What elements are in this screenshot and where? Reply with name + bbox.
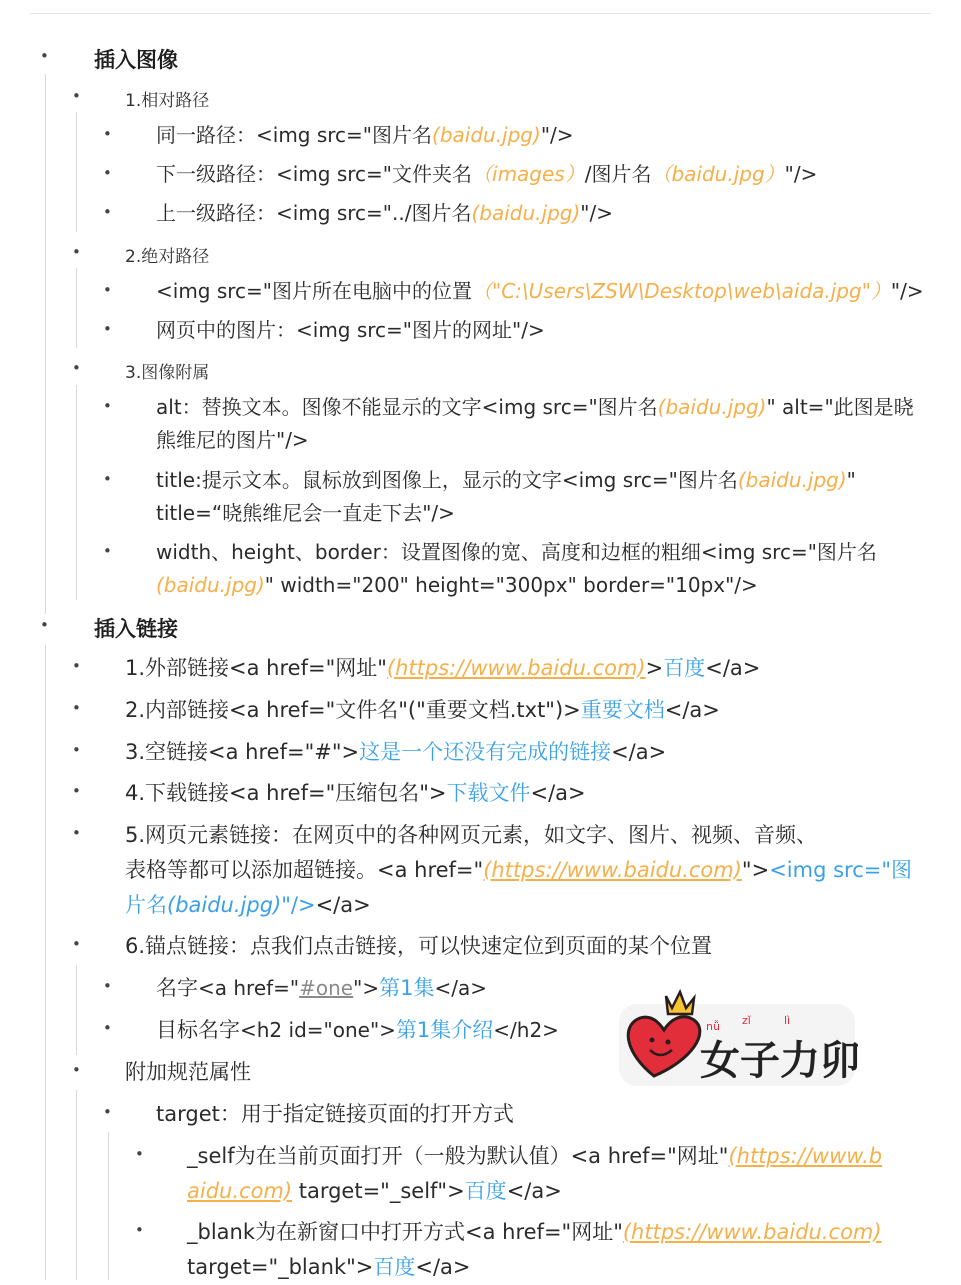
item-text: " width="200" height="300px" border="10px"/> (264, 573, 758, 597)
item-text: 下一级路径：<img src="文件夹名 (156, 162, 473, 186)
link-text[interactable]: 百度 (663, 656, 706, 680)
bullet: • (72, 782, 81, 800)
element-link-item (125, 818, 912, 923)
filename-highlight: (baidu.jpg) (432, 123, 541, 147)
bullet: • (135, 1221, 144, 1239)
filename-highlight: (baidu.jpg) (737, 468, 847, 492)
bullet: • (103, 125, 112, 143)
link-text[interactable]: 百度 (464, 1179, 507, 1203)
item-text: </a> (705, 656, 761, 680)
guide-line (45, 74, 46, 614)
item-text: 2.内部链接<a href="文件名"("重要文档.txt")> (125, 698, 581, 722)
bullet: • (103, 977, 112, 995)
bullet: • (72, 359, 81, 377)
section-title-link: 插入链接 (94, 617, 178, 641)
heart-eye (650, 1038, 655, 1043)
link-text[interactable]: 第1集介绍 (395, 1018, 494, 1042)
url-highlight: (https://www.baidu.com) (483, 858, 742, 882)
up-path-item (156, 197, 613, 230)
item-text: </a> (664, 698, 720, 722)
link-text[interactable]: 这是一个还没有完成的链接 (359, 740, 612, 764)
item-text: "> (741, 858, 770, 882)
bullet: • (72, 243, 81, 261)
filename-highlight: (baidu.jpg) (471, 201, 581, 225)
bullet: • (72, 1061, 81, 1079)
sticker-graphic (618, 984, 858, 1094)
image-attrs-heading: 3.图像附属 (125, 363, 210, 383)
empty-link-item (125, 735, 666, 770)
path-highlight: （"C:\Users\ZSW\Desktop\web\aida.jpg"） (472, 279, 891, 303)
item-text: 1.外部链接<a href="网址" (125, 656, 387, 680)
link-text[interactable]: "/> (281, 893, 316, 917)
item-text: 4.下载链接<a href="压缩包名"> (125, 781, 447, 805)
item-text: 上一级路径：<img src="../图片名 (156, 201, 472, 225)
item-text: 目标名字 (156, 1018, 240, 1042)
anchor-target-item (156, 1013, 559, 1048)
link-text[interactable]: (baidu.jpg) (167, 893, 282, 917)
bullet: • (103, 203, 112, 221)
bullet: • (72, 935, 81, 953)
item-text: "/> (890, 279, 924, 303)
bullet: • (103, 470, 112, 488)
filename-highlight: （baidu.jpg） (651, 162, 785, 186)
item-text: 名字 (156, 976, 198, 1000)
sticker-image (618, 984, 858, 1094)
bullet: • (72, 741, 81, 759)
item-text: target="_self"> (292, 1179, 465, 1203)
item-text: _self为在当前页面打开（一般为默认值）<a href="网址" (187, 1144, 729, 1168)
item-text: " alt="此图是晓 (766, 395, 914, 419)
guide-line (76, 385, 77, 600)
target-blank-item (187, 1215, 882, 1285)
url-highlight: (https://www.b (728, 1144, 883, 1168)
guide-line (76, 1090, 77, 1280)
sticker-text: 女子力卯 (700, 1038, 858, 1084)
sub-path-item (156, 158, 817, 191)
same-path-item (156, 119, 574, 152)
bullet: • (103, 281, 112, 299)
bullet: • (72, 87, 81, 105)
item-text: <h2 id="one"> (240, 1018, 396, 1042)
item-text: alt：替换文本。图像不能显示的文字<img src="图片名 (156, 395, 658, 419)
bullet: • (40, 47, 49, 65)
item-text: title:提示文本。鼠标放到图像上，显示的文字<img src="图片名 (156, 468, 738, 492)
target-attr-item: target：用于指定链接页面的打开方式 (156, 1102, 514, 1126)
pinyin-label: nǚ (706, 1020, 720, 1033)
link-text[interactable]: <img src="图 (769, 858, 912, 882)
item-text: 同一路径：<img src="图片名 (156, 123, 433, 147)
guide-line (76, 112, 77, 232)
extra-attrs-heading: 附加规范属性 (125, 1060, 251, 1084)
relative-path-heading: 1.相对路径 (125, 91, 210, 111)
item-text: </a> (415, 1255, 471, 1279)
absolute-path-heading: 2.绝对路径 (125, 247, 210, 267)
internal-link-item (125, 693, 720, 728)
title-item (156, 464, 856, 530)
item-text: /图片名 (584, 162, 652, 186)
bullet: • (103, 397, 112, 415)
item-text: <a href=" (198, 976, 300, 1000)
item-text: target="_blank"> (187, 1255, 374, 1279)
pinyin-label: lì (784, 1014, 791, 1027)
item-text: " (846, 468, 856, 492)
item-text: _blank为在新窗口中打开方式<a href="网址" (187, 1220, 623, 1244)
bullet: • (103, 320, 112, 338)
item-text: 3.空链接<a href="#"> (125, 740, 360, 764)
link-text[interactable]: 百度 (373, 1255, 416, 1279)
guide-line (108, 1132, 109, 1280)
guide-line (76, 965, 77, 1055)
bullet: • (72, 699, 81, 717)
link-text[interactable]: 下载文件 (446, 781, 531, 805)
item-text: </a> (506, 1179, 562, 1203)
item-text: "/> (540, 123, 574, 147)
top-divider (30, 13, 931, 14)
pinyin-label: zǐ (742, 1014, 751, 1027)
item-text: <img src="图片所在电脑中的位置 (156, 279, 473, 303)
target-self-item (187, 1139, 882, 1209)
bullet: • (72, 657, 81, 675)
item-text: </a> (315, 893, 371, 917)
section-title-image: 插入图像 (94, 48, 178, 72)
bullet: • (103, 1103, 112, 1121)
bullet: • (135, 1145, 144, 1163)
item-text: title=“晓熊维尼会一直走下去"/> (156, 501, 455, 525)
item-text: 表格等都可以添加超链接。<a href=" (125, 858, 484, 882)
bullet: • (103, 542, 112, 560)
item-text: > (645, 656, 664, 680)
anchor-ref[interactable]: #one (299, 976, 354, 1000)
folder-highlight: （images） (472, 162, 585, 186)
size-item (156, 536, 877, 602)
bullet: • (40, 616, 49, 634)
link-text[interactable]: 片名 (125, 893, 167, 917)
item-text: "> (353, 976, 380, 1000)
anchor-name-item (156, 971, 487, 1006)
download-link-item (125, 776, 586, 811)
alt-item (156, 391, 914, 457)
filename-highlight: (baidu.jpg) (657, 395, 767, 419)
item-text: width、height、border：设置图像的宽、高度和边框的粗细<img src="图片名 (156, 540, 877, 564)
item-text: "/> (580, 201, 613, 225)
link-text[interactable]: 第1集 (379, 976, 435, 1000)
url-highlight: aidu.com) (187, 1179, 293, 1203)
item-text: </h2> (493, 1018, 559, 1042)
item-text: </a> (434, 976, 487, 1000)
item-text: </a> (611, 740, 667, 764)
web-image-item (156, 314, 545, 347)
item-text: "/> (784, 162, 818, 186)
bullet: • (103, 1019, 112, 1037)
item-text: 5.网页元素链接：在网页中的各种网页元素，如文字、图片、视频、音频、 (125, 823, 818, 847)
guide-line (45, 645, 46, 1280)
heart-eye (666, 1040, 671, 1045)
url-highlight: (https://www.baidu.com) (622, 1220, 882, 1244)
item-text: </a> (530, 781, 586, 805)
anchor-link-heading: 6.锚点链接：点我们点击链接，可以快速定位到页面的某个位置 (125, 934, 713, 958)
item-text: 熊维尼的图片"/> (156, 428, 309, 452)
bullet: • (103, 164, 112, 182)
external-link-item (125, 651, 760, 686)
link-text[interactable]: 重要文档 (580, 698, 665, 722)
item-text: 网页中的图片：<img src="图片的网址"/> (156, 318, 545, 342)
guide-line (76, 268, 77, 348)
local-path-item (156, 275, 924, 308)
bullet: • (72, 824, 81, 842)
filename-highlight: (baidu.jpg) (156, 573, 265, 597)
url-highlight: (https://www.baidu.com) (386, 656, 646, 680)
crown-icon (666, 992, 694, 1014)
